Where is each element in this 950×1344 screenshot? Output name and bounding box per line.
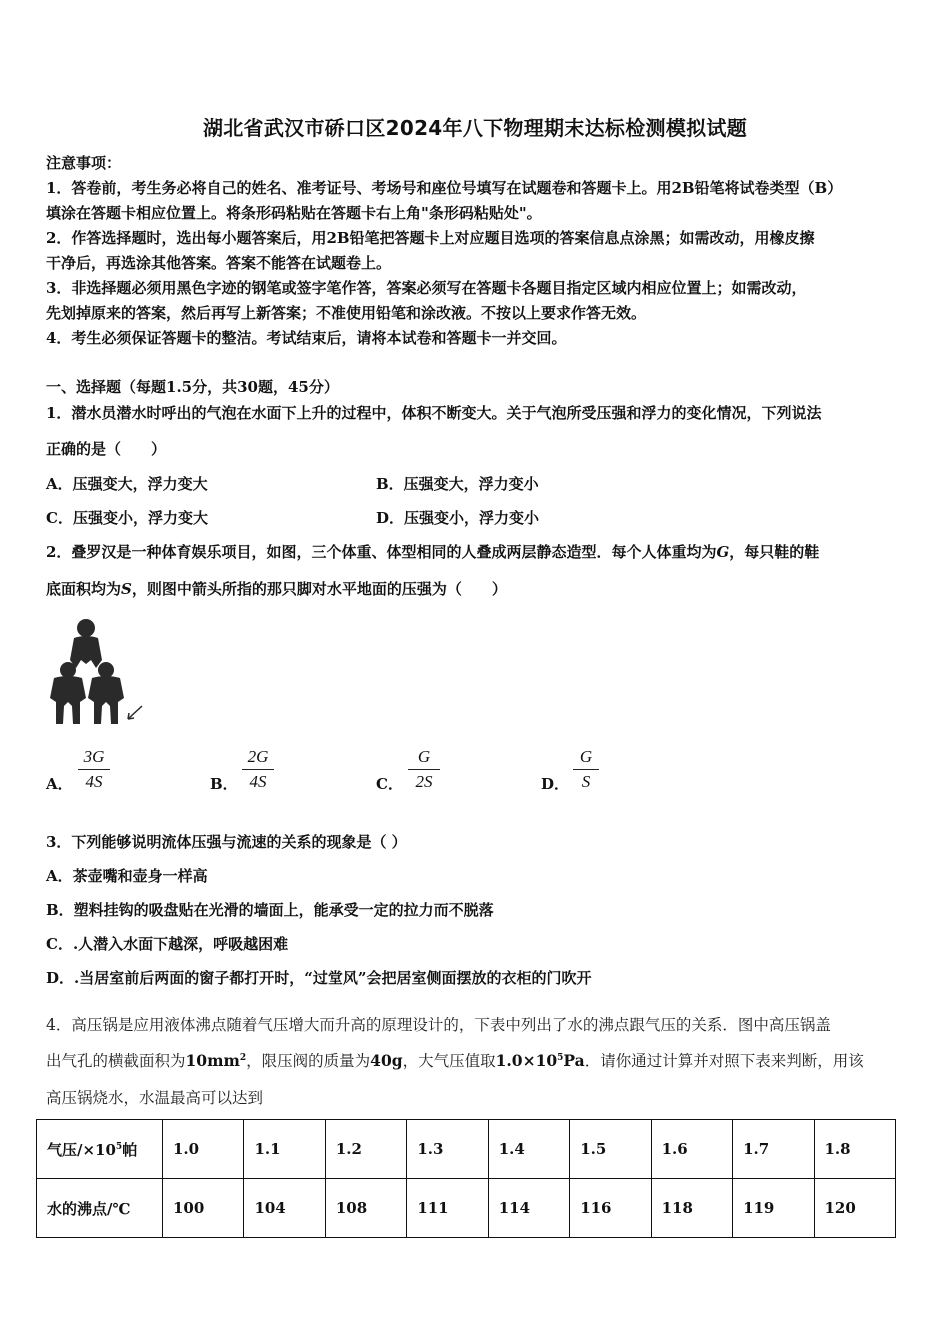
q2-var-s: S [121, 580, 132, 598]
q1-stem-line-1: 1．潜水员潜水时呼出的气泡在水面下上升的过程中，体积不断变大。关于气泡所受压强和浮力的变化情况，下列说法 [46, 404, 822, 422]
notes-line-5: 3．非选择题必须用黑色字迹的钢笔或签字笔作答，答案必须写在答题卡各题目指定区域内相应位置上；如需改动， [46, 279, 807, 297]
table-cell: 119 [733, 1179, 814, 1238]
section-heading: 一、选择题（每题1.5分，共30题，45分） [46, 378, 339, 396]
q3-option-d: D．.当居室前后两面的窗子都打开时，“过堂风”会把居室侧面摆放的衣柜的门吹开 [46, 969, 592, 987]
top-person-head [77, 619, 95, 637]
q4-text-c: ，大气压值取 [402, 1052, 496, 1070]
table-cell: 111 [407, 1179, 488, 1238]
q2-option-b-fraction [242, 746, 274, 793]
table-cell: 1.1 [244, 1120, 325, 1179]
q2-option-d-fraction [573, 746, 599, 793]
q4-area-value [186, 1051, 247, 1070]
notes-line-7: 4．考生必须保证答题卡的整洁。考试结束后，请将本试卷和答题卡一并交回。 [46, 329, 567, 347]
q2-text-b: ，每只鞋的鞋 [729, 543, 820, 561]
q1-option-d: D．压强变小，浮力变小 [376, 509, 540, 527]
right-person-body [88, 676, 124, 724]
q4-pressure: 1.0×10 [495, 1051, 558, 1070]
q2-option-b-label: B． [210, 775, 238, 793]
q4-pressure-exponent: 5 [557, 1053, 564, 1063]
q4-stem-line-3: 高压锅烧水，水温最高可以达到 [46, 1089, 264, 1107]
table-cell: 118 [651, 1179, 732, 1238]
q2-option-d-label: D． [541, 775, 570, 793]
table-cell: 1.3 [407, 1120, 488, 1179]
pressure-header-exponent: 5 [115, 1141, 123, 1152]
notes-line-4: 干净后，再选涂其他答案。答案不能答在试题卷上。 [46, 254, 392, 272]
q2-stem-line-1 [46, 541, 819, 562]
q4-mass: 40g [370, 1051, 403, 1070]
q2-option-a-fraction [78, 746, 110, 793]
q3-option-c: C．.人潜入水面下越深，呼吸越困难 [46, 935, 289, 953]
q4-text-b: ，限压阀的质量为 [246, 1052, 371, 1070]
q1-option-c: C．压强变小，浮力变大 [46, 509, 208, 527]
table-row-boiling [37, 1179, 896, 1238]
table-cell: 1.5 [570, 1120, 651, 1179]
table-cell: 1.4 [488, 1120, 569, 1179]
table-cell: 108 [325, 1179, 406, 1238]
boiling-point-table [36, 1119, 896, 1238]
notes-line-2: 填涂在答题卡相应位置上。将条形码粘贴在答题卡右上角"条形码粘贴处"。 [46, 204, 542, 222]
q2-stem-line-2 [46, 578, 507, 599]
q2-option-d-denominator: S [581, 772, 591, 791]
pressure-header-a: 气压/×10 [47, 1140, 116, 1159]
q2-option-c-label: C． [376, 775, 403, 793]
notes-line-1: 1．答卷前，考生务必将自己的姓名、准考证号、考场号和座位号填写在试题卷和答题卡上。用2B铅笔将试卷类型（B） [46, 179, 843, 197]
notes-heading: 注意事项： [46, 154, 122, 172]
q4-area: 10mm [185, 1051, 240, 1070]
q4-stem-line-1: 4．高压锅是应用液体沸点随着气压增大而升高的原理设计的，下表中列出了水的沸点跟气压的关系．图中高压锅盖 [46, 1016, 831, 1034]
q2-option-c-fraction [408, 746, 440, 793]
q2-option-b-numerator: 2G [247, 747, 269, 766]
table-cell: 120 [814, 1179, 896, 1238]
q1-option-b: B．压强变大，浮力变小 [376, 475, 539, 493]
q2-option-d-numerator: G [579, 747, 593, 766]
q3-option-a: A．茶壶嘴和壶身一样高 [46, 867, 208, 885]
table-row-pressure [37, 1120, 896, 1179]
table-cell: 100 [163, 1179, 244, 1238]
q4-text-d: ．请你通过计算并对照下表来判断，用该 [584, 1052, 864, 1070]
table-cell: 116 [570, 1179, 651, 1238]
table-cell: 1.7 [733, 1120, 814, 1179]
human-pyramid-figure [44, 616, 148, 728]
q3-option-b: B．塑料挂钩的吸盘贴在光滑的墙面上，能承受一定的拉力而不脱落 [46, 901, 494, 919]
q4-stem-line-2 [46, 1049, 864, 1071]
q2-option-a-denominator: 4S [85, 772, 103, 791]
q3-stem: 3．下列能够说明流体压强与流速的关系的现象是（ ） [46, 833, 407, 851]
q4-area-exponent: 2 [239, 1053, 247, 1063]
pressure-header-b: 帕 [122, 1140, 138, 1159]
q2-text-c: 底面积均为 [46, 580, 122, 598]
table-cell: 1.0 [163, 1120, 244, 1179]
q4-pressure-value [496, 1051, 585, 1070]
q2-var-g: G [716, 543, 730, 561]
q1-option-a: A．压强变大，浮力变大 [46, 475, 208, 493]
pressure-header [37, 1120, 163, 1179]
table-cell: 104 [244, 1179, 325, 1238]
left-person-body [50, 676, 86, 724]
top-person-body [70, 636, 102, 668]
table-cell: 1.8 [814, 1120, 896, 1179]
table-cell: 114 [488, 1179, 569, 1238]
boiling-header: 水的沸点/℃ [37, 1179, 163, 1238]
notes-line-6: 先划掉原来的答案，然后再写上新答案；不准使用铅笔和涂改液。不按以上要求作答无效。 [46, 304, 647, 322]
exam-title: 湖北省武汉市硚口区2024年八下物理期末达标检测模拟试题 [202, 116, 748, 140]
q4-text-a: 出气孔的横截面积为 [46, 1052, 186, 1070]
right-person-head [98, 662, 114, 678]
table-cell: 1.6 [651, 1120, 732, 1179]
q2-option-b-denominator: 4S [249, 772, 267, 791]
q2-option-a-numerator: 3G [83, 747, 105, 766]
q1-stem-line-2: 正确的是（ ） [46, 440, 167, 458]
q2-option-c-denominator: 2S [415, 772, 433, 791]
notes-line-3: 2．作答选择题时，选出每小题答案后，用2B铅笔把答题卡上对应题目选项的答案信息点涂黑；如需改动，用橡皮擦 [46, 229, 815, 247]
left-person-head [60, 662, 76, 678]
q4-pressure-unit: Pa [563, 1051, 585, 1070]
q2-option-c-numerator: G [417, 747, 431, 766]
q2-text-d: ，则图中箭头所指的那只脚对水平地面的压强为（ ） [131, 580, 507, 598]
table-cell: 1.2 [325, 1120, 406, 1179]
q2-text-a: 2．叠罗汉是一种体育娱乐项目，如图，三个体重、体型相同的人叠成两层静态造型．每个人体重均为 [46, 543, 717, 561]
q2-option-a-label: A． [46, 775, 73, 793]
arrow-icon [128, 706, 142, 719]
